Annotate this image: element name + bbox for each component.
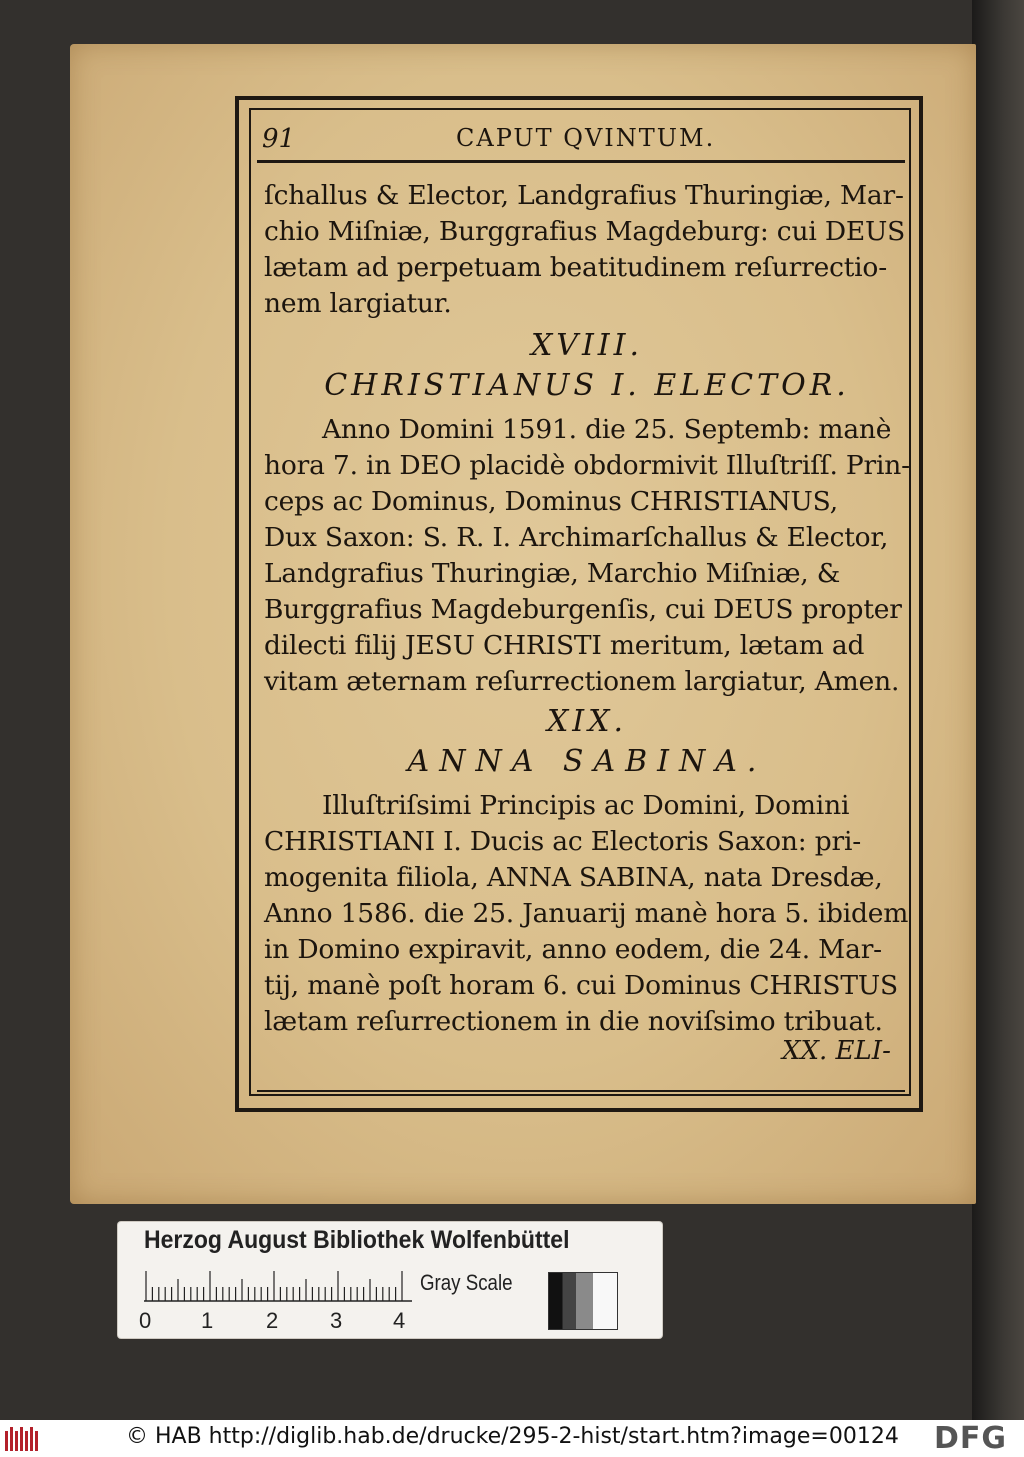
ruler-number: 0 [139, 1308, 152, 1333]
text-line: ſchallus & Elector, Landgrafius Thuringiæ, Mar- [264, 180, 904, 211]
text-line: chio Miſniæ, Burggrafius Magdeburg: cui DEUS [264, 216, 906, 247]
text-line: CHRISTIANI I. Ducis ac Electoris Saxon: pri- [264, 826, 861, 857]
text-line: Burggrafius Magdeburgenſis, cui DEUS propter [264, 594, 902, 625]
text-line: lætam reſurrectionem in die noviſsimo tribuat. [264, 1006, 883, 1037]
text-line: hora 7. in DEO placidè obdormivit Illuſtriſſ. Prin- [264, 450, 910, 481]
measurement-ruler [144, 1268, 412, 1302]
text-line: Illuſtriſsimi Principis ac Domini, Domini [322, 790, 850, 821]
footer-citation-link[interactable]: © HAB http://diglib.hab.de/drucke/295-2-hist/start.htm?image=00124 [126, 1424, 899, 1449]
running-head: CAPUT QVINTUM. [456, 124, 716, 152]
text-line: lætam ad perpetuam beatitudinem reſurrectio- [264, 252, 887, 283]
text-line: Anno Domini 1591. die 25. Septemb: manè [322, 414, 892, 445]
library-name: Herzog August Bibliothek Wolfenbüttel [144, 1226, 570, 1254]
text-line: dilecti filij JESU CHRISTI meritum, lætam ad [264, 630, 865, 661]
footer-rule [257, 1090, 905, 1092]
section-title: CHRISTIANUS I. ELECTOR. [324, 368, 850, 403]
dfg-logo: DFG [934, 1421, 1008, 1456]
text-line: Dux Saxon: S. R. I. Archimarſchallus & Elector, [264, 522, 889, 553]
text-line: in Domino expiravit, anno eodem, die 24. Mar- [264, 934, 882, 965]
text-line: Landgrafius Thuringiæ, Marchio Miſniæ, & [264, 558, 841, 589]
hab-logo-icon [4, 1425, 42, 1453]
text-line: ceps ac Dominus, Dominus CHRISTIANUS, [264, 486, 838, 517]
ruler-number: 1 [201, 1308, 214, 1333]
text-line: mogenita filiola, ANNA SABINA, nata Dresdæ, [264, 862, 883, 893]
gray-scale-label: Gray Scale [420, 1270, 513, 1295]
catchword: XX. ELI- [782, 1036, 891, 1066]
section-title: ANNA SABINA. [407, 744, 767, 779]
page-number: 91 [262, 124, 296, 154]
header-rule [257, 160, 905, 163]
section-number: XVIII. [530, 328, 644, 363]
ruler-number: 4 [393, 1308, 406, 1333]
text-line: tij, manè poſt horam 6. cui Dominus CHRISTUS [264, 970, 898, 1001]
ruler-number: 2 [266, 1308, 279, 1333]
gray-scale-swatch [548, 1272, 618, 1330]
text-line: Anno 1586. die 25. Januarij manè hora 5. ibidem [264, 898, 909, 929]
text-line: nem largiatur. [264, 288, 452, 319]
section-number: XIX. [546, 704, 628, 739]
ruler-number: 3 [330, 1308, 343, 1333]
text-line: vitam æternam reſurrectionem largiatur, Amen. [264, 666, 900, 697]
